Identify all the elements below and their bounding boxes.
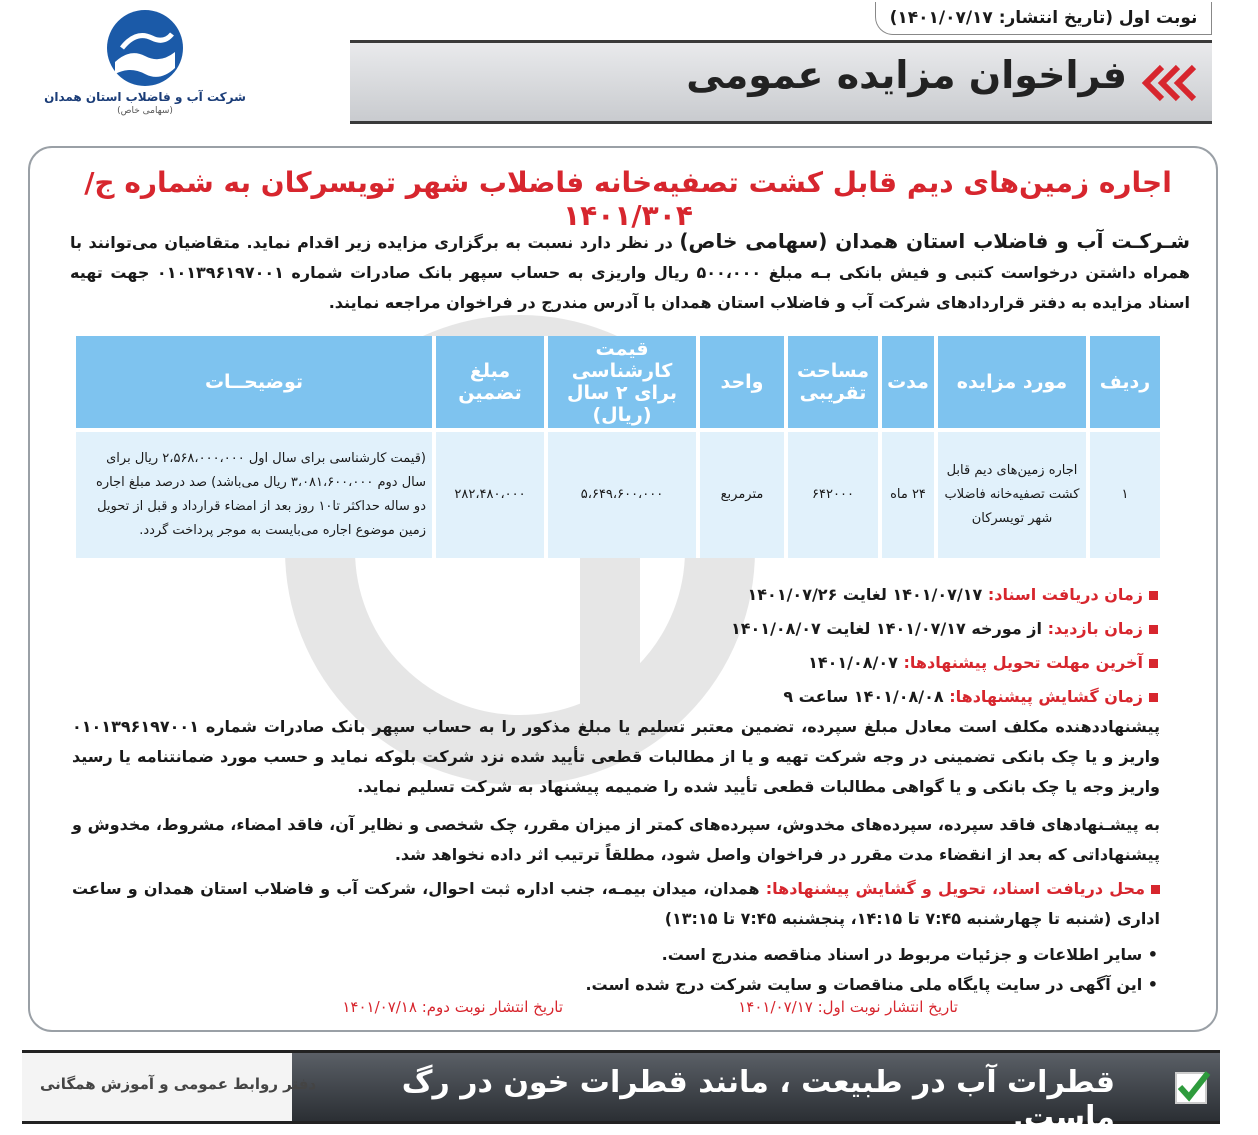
intro-paragraph: [70, 226, 1190, 318]
footer: [22, 1050, 1220, 1135]
bullet-square-icon: [1151, 885, 1160, 894]
bullet-item: [68, 940, 1158, 970]
col-price: قیمت کارشناسی برای ۲ سال (ریال): [546, 336, 698, 430]
notice-headline: اجاره زمین‌های دیم قابل کشت تصفیه‌خانه فاضلاب شهر تویسرکان به شماره ج/۱۴۰۱/۳۰۴: [84, 166, 1172, 232]
info-value: از مورخه ۱۴۰۱/۰۷/۱۷ لغایت ۱۴۰۱/۰۸/۰۷: [731, 619, 1048, 638]
guarantee-paragraph: پیشنهاددهنده مکلف است معادل مبلغ سپرده، تضمین معتبر تسلیم یا مبلغ مذکور را به حساب سپهر بانک صادرات شماره ۰۱۰۱۳۹۶۱۹۷۰۰۱ واریز و یا چک بانکی تضمینی در وجه شرکت تهیه و یا از مطالبات قطعی تأیید شده نزد شرکت بلوکه نماید و حسب مورد ضمانتنامه یا رسید واریز وجه یا چک بانکی و یا گواهی مطالبات قطعی تأیید شده را ضمیمه پیشنهاد به شرکت تسلیم نماید.: [72, 717, 1160, 796]
publication-second: تاریخ انتشار نوبت دوم: ۱۴۰۱/۰۷/۱۸: [342, 998, 563, 1016]
info-value: ۱۴۰۱/۰۸/۰۷: [808, 653, 904, 672]
company-logo: [40, 8, 250, 118]
page-title: فراخوان مزایده عمومی: [686, 53, 1127, 97]
col-index: ردیف: [1088, 336, 1160, 430]
company-name: شـرکـت آب و فاضلاب استان همدان (سهامی خاص): [679, 229, 1190, 253]
col-guarantee: مبلغ تضمین: [434, 336, 546, 430]
col-unit: واحد: [698, 336, 786, 430]
bullet-square-icon: [1149, 591, 1158, 600]
bullet-square-icon: [1149, 625, 1158, 634]
info-label: زمان گشایش پیشنهادها:: [949, 687, 1143, 706]
col-notes: توضیحــات: [74, 336, 434, 430]
bullet-dot-icon: •: [1142, 945, 1158, 964]
bullet-dot-icon: •: [1142, 975, 1158, 994]
table-header-row: [74, 336, 1160, 430]
chevron-left-icon: [1138, 63, 1202, 103]
info-label: آخرین مهلت تحویل پیشنهادها:: [903, 653, 1143, 672]
cell-index: ۱: [1088, 430, 1160, 558]
cell-notes: (قیمت کارشناسی برای سال اول ۲،۵۶۸،۰۰۰،۰۰۰ ریال برای سال دوم ۳،۰۸۱،۶۰۰،۰۰۰ ریال می‌باشد) صد درصد مبلغ اجاره دو ساله حداکثر تا۱۰ روز بعد از امضاء قرارداد و قبل از تحویل زمین موضوع اجاره می‌بایست به موجر پرداخت گردد.: [74, 430, 434, 558]
water-drop-logo-icon: [40, 8, 250, 90]
cell-duration: ۲۴ ماه: [880, 430, 936, 558]
location-value: همدان، میدان بیمـه، جنب اداره ثبت احوال، شرکت آب و فاضلاب استان همدان و ساعت اداری (شنبه تا چهارشنبه ۷:۴۵ تا ۱۴:۱۵، پنجشنبه ۷:۴۵ تا ۱۳:۱۵): [72, 879, 1160, 928]
cell-guarantee: ۲۸۲،۴۸۰،۰۰۰: [434, 430, 546, 558]
office-name: دفتر روابط عمومی و آموزش همگانی: [40, 1075, 317, 1093]
info-value: ۱۴۰۱/۰۸/۰۸ ساعت ۹: [783, 687, 950, 706]
info-label: زمان دریافت اسناد:: [987, 585, 1143, 604]
bullet-square-icon: [1149, 693, 1158, 702]
location-label: محل دریافت اسناد، تحویل و گشایش پیشنهادها:: [765, 879, 1145, 898]
checkmark-icon: [1126, 1067, 1212, 1107]
cell-price: ۵،۶۴۹،۶۰۰،۰۰۰: [546, 430, 698, 558]
info-documents: [68, 580, 1158, 610]
col-area: مساحت تقریبی: [786, 336, 880, 430]
bullet-item: [68, 970, 1158, 1000]
bullet-text: این آگهی در سایت پایگاه ملی مناقصات و سایت شرکت درج شده است.: [585, 975, 1143, 994]
title-bar: [350, 40, 1212, 124]
intro-text: در نظر دارد نسبت به برگزاری مزایده زیر اقدام نماید. متقاضیان می‌توانند با همراه داشتن درخواست کتبی و فیش بانکی بـه مبلغ ۵۰۰،۰۰۰ ریال واریزی به حساب سپهر بانک صادرات شماره ۰۱۰۱۳۹۶۱۹۷۰۰۱ جهت تهیه اسناد مزایده به دفتر قراردادهای شرکت آب و فاضلاب استان همدان با آدرس مندرج در فراخوان مراجعه نمایند.: [70, 233, 1190, 312]
cell-item: اجاره زمین‌های دیم قابل کشت تصفیه‌خانه فاضلاب شهر تویسرکان: [936, 430, 1088, 558]
info-label: زمان بازدید:: [1047, 619, 1143, 638]
bullet-text: سایر اطلاعات و جزئیات مربوط در اسناد مناقصه مندرج است.: [661, 945, 1143, 964]
col-item: مورد مزایده: [936, 336, 1088, 430]
cell-unit: مترمربع: [698, 430, 786, 558]
slogan-bar: [292, 1053, 1220, 1135]
cell-area: ۶۴۲۰۰۰: [786, 430, 880, 558]
logo-caption: شرکت آب و فاضلاب استان همدان: [44, 90, 246, 104]
rejection-paragraph: به پیشـنهادهای فاقد سپرده، سپرده‌های مخدوش، سپرده‌های کمتر از میزان مقرر، چک شخصی و نظایر آن، فاقد امضاء، مشروط، مخدوش و پیشنهاداتی که بعد از انقضاء مدت مقرر در فراخوان واصل شود، مطلقاً ترتیب اثر داده نخواهد شد.: [72, 815, 1160, 864]
info-visit: [68, 614, 1158, 644]
col-duration: مدت: [880, 336, 936, 430]
issue-line: نوبت اول (تاریخ انتشار: ۱۴۰۱/۰۷/۱۷): [875, 2, 1212, 35]
info-opening: [68, 682, 1158, 712]
table-row: [74, 430, 1160, 558]
logo-subcaption: (سهامی خاص): [117, 106, 173, 116]
info-deadline: [68, 648, 1158, 678]
info-value: ۱۴۰۱/۰۷/۱۷ لغایت ۱۴۰۱/۰۷/۲۶: [747, 585, 988, 604]
tender-table: [72, 336, 1160, 558]
publication-first: تاریخ انتشار نوبت اول: ۱۴۰۱/۰۷/۱۷: [738, 998, 958, 1016]
location-paragraph: [72, 874, 1160, 934]
bullet-square-icon: [1149, 659, 1158, 668]
footer-slogan: قطرات آب در طبیعت ، مانند قطرات خون در رگ ماست.: [401, 1065, 1115, 1135]
